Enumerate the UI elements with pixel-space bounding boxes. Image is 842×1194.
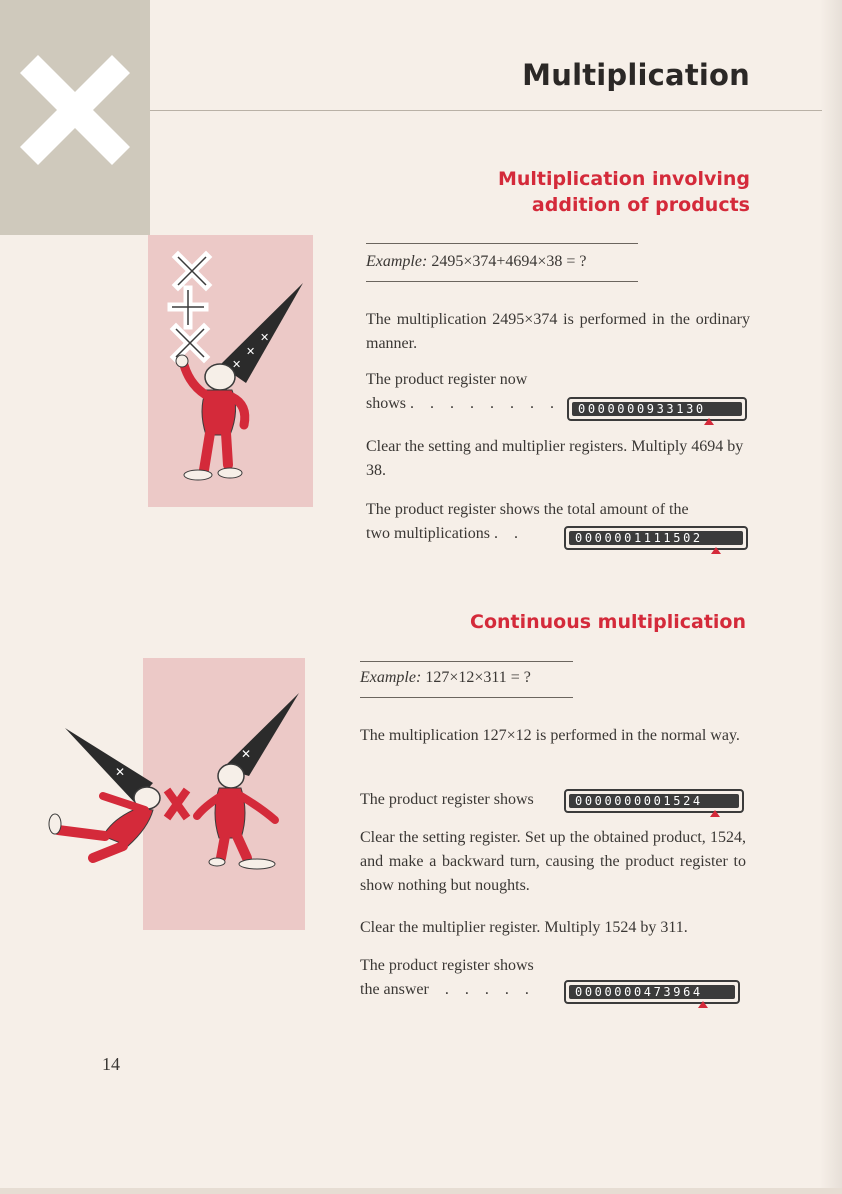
paragraph: The product register shows bbox=[360, 791, 534, 808]
paragraph-line: The product register shows bbox=[360, 957, 534, 974]
svg-text:✕: ✕ bbox=[260, 331, 270, 344]
example-rule-bottom bbox=[360, 697, 573, 698]
gnome-pushing-gnome-illustration bbox=[115, 658, 305, 930]
product-register-display bbox=[564, 980, 740, 1004]
page-bottom-edge bbox=[0, 1188, 842, 1194]
paragraph bbox=[366, 368, 586, 416]
paragraph-line: the answer bbox=[360, 981, 429, 998]
example-label: Example: bbox=[360, 669, 422, 686]
paragraph: Clear the multiplier register. Multiply 1524 by 311. bbox=[360, 919, 688, 936]
example-expression: 127×12×311 = ? bbox=[425, 669, 531, 686]
svg-text:✕: ✕ bbox=[246, 345, 256, 358]
paragraph-line: The product register shows the total amount of the bbox=[366, 501, 689, 518]
register-digits: 0000000933130 bbox=[572, 402, 742, 416]
example-label: Example: bbox=[366, 253, 428, 270]
page-title: Multiplication bbox=[522, 58, 750, 92]
register-digits: 0000000001524 bbox=[569, 794, 739, 808]
paragraph-line: two multiplications bbox=[366, 525, 490, 542]
section-heading-continuous-multiplication: Continuous multiplication bbox=[470, 611, 746, 633]
paragraph: Clear the setting and multiplier registers. Multiply 4694 by 38. bbox=[366, 438, 744, 479]
example-rule-top bbox=[360, 661, 573, 662]
product-register-display bbox=[564, 526, 748, 550]
multiplication-cross-icon bbox=[20, 55, 130, 165]
product-register-display bbox=[567, 397, 747, 421]
leader-dots: . . . . . . . . bbox=[410, 395, 561, 412]
page-number: 14 bbox=[102, 1054, 120, 1074]
register-digits: 0000000473964 bbox=[569, 985, 735, 999]
section-heading-addition-of-products bbox=[498, 166, 750, 218]
register-marker bbox=[710, 810, 720, 817]
paragraph bbox=[360, 954, 580, 1002]
register-marker bbox=[711, 547, 721, 554]
gnome-juggling-crosses-illustration bbox=[148, 235, 313, 507]
section-heading-line: addition of products bbox=[531, 194, 750, 216]
svg-text:✕: ✕ bbox=[232, 358, 242, 371]
leader-dots: . . bbox=[494, 525, 524, 542]
paragraph-line: shows bbox=[366, 395, 407, 412]
svg-text:✕: ✕ bbox=[241, 747, 252, 761]
paragraph: Clear the setting register. Set up the obtained product, 1524, and make a backward turn, causing the product register to show nothing but noughts. bbox=[360, 829, 746, 894]
header-rule bbox=[150, 110, 822, 111]
register-digits: 0000001111502 bbox=[569, 531, 743, 545]
register-marker bbox=[698, 1001, 708, 1008]
svg-text:✕: ✕ bbox=[115, 765, 126, 779]
leader-dots: . . . . . bbox=[444, 981, 535, 998]
example-expression: 2495×374+4694×38 = ? bbox=[431, 253, 587, 270]
section-heading-line: Multiplication involving bbox=[497, 168, 750, 190]
paragraph-line: The product register now bbox=[366, 371, 528, 388]
register-marker bbox=[704, 418, 714, 425]
product-register-display bbox=[564, 789, 744, 813]
chapter-tab bbox=[0, 0, 150, 235]
paragraph: The multiplication 127×12 is performed in the normal way. bbox=[360, 727, 740, 744]
example-rule-bottom bbox=[366, 281, 638, 282]
page-edge-shade bbox=[820, 0, 842, 1194]
paragraph: The multiplication 2495×374 is performed in the ordinary manner. bbox=[366, 311, 750, 352]
example-rule-top bbox=[366, 243, 638, 244]
example-line bbox=[360, 669, 531, 687]
example-line bbox=[366, 253, 587, 271]
